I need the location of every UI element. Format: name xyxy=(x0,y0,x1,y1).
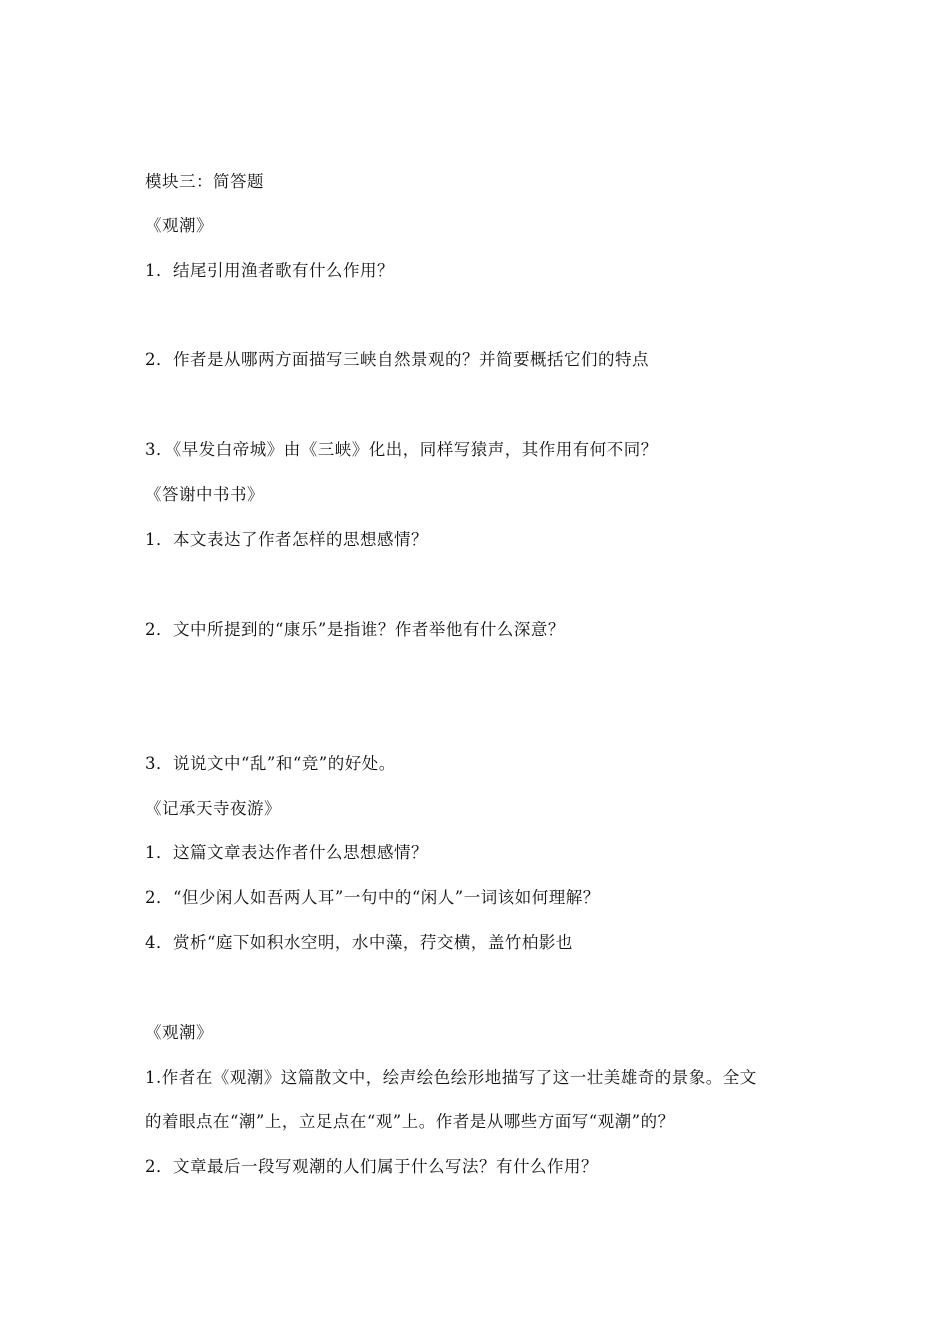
question-item: 2．“但少闲人如吾两人耳”一句中的“闲人”一词该如何理解？ xyxy=(145,888,600,907)
question-item: 3．说说文中“乱”和“竞”的好处。 xyxy=(145,754,396,773)
section-title-guanchao: 《观潮》 xyxy=(145,216,213,235)
question-item: 1．本文表达了作者怎样的思想感情？ xyxy=(145,530,428,549)
question-item: 2．文中所提到的“康乐”是指谁？作者举他有什么深意？ xyxy=(145,620,565,639)
question-item: 1．这篇文章表达作者什么思想感情？ xyxy=(145,843,428,862)
section-title-daxiezhongshushu: 《答谢中书书》 xyxy=(145,485,264,504)
question-item: 4．赏析“庭下如积水空明，水中藻，荇交横，盖竹柏影也 xyxy=(145,933,573,952)
question-item: 2．文章最后一段写观潮的人们属于什么写法？有什么作用？ xyxy=(145,1157,598,1176)
question-item: 1.作者在《观潮》这篇散文中，绘声绘色绘形地描写了这一壮美雄奇的景象。全文 xyxy=(145,1068,757,1087)
question-item: 3．《早发白帝城》由《三峡》化出，同样写猿声，其作用有何不同？ xyxy=(145,440,658,459)
module-title: 模块三：简答题 xyxy=(145,172,264,191)
question-item: 2．作者是从哪两方面描写三峡自然景观的？并简要概括它们的特点 xyxy=(145,350,649,369)
section-title-guanchao-2: 《观潮》 xyxy=(145,1023,213,1042)
section-title-jichengtiansiyeyou: 《记承天寺夜游》 xyxy=(145,799,281,818)
question-item: 1．结尾引用渔者歌有什么作用？ xyxy=(145,261,394,280)
question-item: 的着眼点在“潮”上，立足点在“观”上。作者是从哪些方面写“观潮”的？ xyxy=(145,1112,675,1131)
